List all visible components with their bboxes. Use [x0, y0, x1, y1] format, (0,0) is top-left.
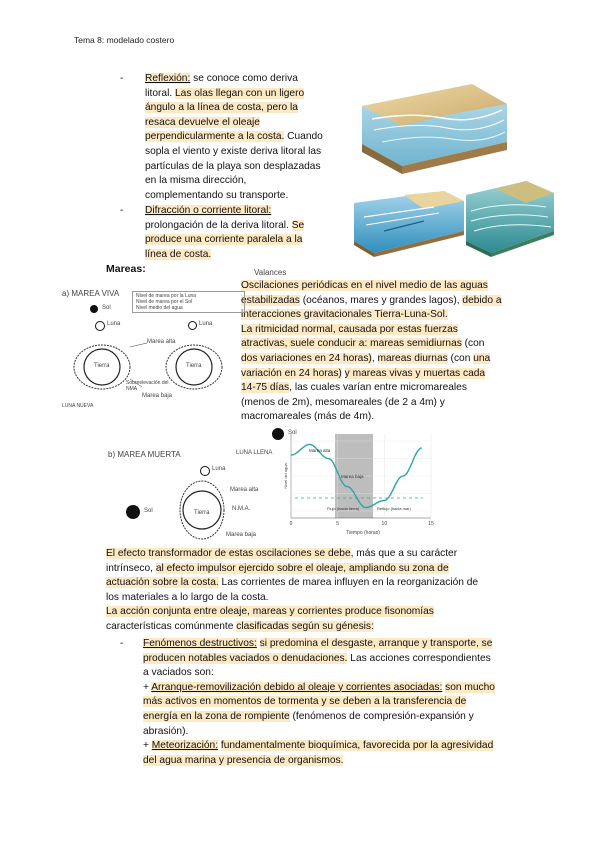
sun-icon [126, 505, 140, 519]
text-run: abrasión). [143, 725, 189, 737]
fig-b-marea-baja: Marea baja [226, 532, 257, 538]
text-line [106, 547, 576, 562]
text-run: La acción conjunta entre oleaje, mareas y corrientes produce fisonomías [106, 606, 434, 618]
text-line [241, 410, 571, 425]
fig-b-nma: N.M.A. [232, 506, 251, 512]
legend-item: Nivel de marea por la Luna [136, 293, 197, 299]
text-run: una [473, 352, 491, 364]
legend-item: Nivel de marea por el Sol [136, 299, 193, 305]
text-run: son mucho [445, 681, 495, 693]
text-run: fundamentalmente bioquímica, favorecida por la agresividad [220, 740, 494, 752]
figure-marea-muerta [108, 448, 283, 543]
fig-a-sol-label: Sol [102, 305, 111, 311]
text-run: , las cuales varían entre micromareales [289, 382, 467, 394]
text-run: Reflexión: [145, 73, 191, 84]
text-run: Las acciones correspondientes [347, 652, 491, 664]
text-run: Cuando [284, 131, 323, 143]
text-line [143, 754, 583, 769]
text-run: del agua marina y presencia de organismos. [143, 754, 344, 766]
text-line [143, 695, 583, 710]
x-tick-label: 5 [336, 521, 340, 527]
text-run: características comúnmente [106, 620, 237, 632]
list-bullet: - [120, 638, 124, 649]
text-line [143, 637, 583, 652]
text-line [120, 72, 323, 87]
text-run: ángulo a la línea de costa, pero la [145, 102, 298, 114]
text-run: mareas diurnas [377, 352, 448, 364]
text-run: intrínseco, [106, 562, 156, 574]
text-line [241, 323, 571, 338]
text-run: Las olas llegan con un ligero [175, 87, 305, 99]
text-run: complementando su transporte. [145, 189, 289, 201]
text-run: Meteorización: [151, 740, 219, 752]
text-line [106, 562, 576, 577]
y-axis-label: Nivel del agua [283, 463, 288, 489]
text-line [106, 591, 576, 606]
chart-annotation: Flujo (hacia tierra) [327, 506, 360, 511]
mareas-heading: Mareas: [106, 263, 146, 275]
text-run: variación en 24 horas) [241, 367, 342, 379]
text-run: Difracción o corriente litoral: [145, 205, 272, 216]
para-efecto [106, 547, 576, 635]
fig-b-marea-alta: Marea alta [230, 487, 259, 493]
text-line [241, 294, 571, 309]
fig-a-marea-alta: Marea alta [147, 339, 176, 345]
figure-marea-viva [62, 287, 237, 412]
text-run: Arranque-removilización debido al oleaje y corrientes asociadas: [151, 681, 443, 693]
fig-b-tierra-label: Tierra [194, 510, 210, 516]
x-tick-label: 10 [381, 521, 388, 527]
chart-annotation: Marea alta [309, 448, 331, 453]
text-line [145, 174, 323, 189]
text-run: dos variaciones en 24 horas) [241, 352, 372, 364]
text-run: resaca devuelve el oleaje [145, 116, 260, 128]
moon-icon [188, 321, 197, 330]
bullet-difraccion [120, 204, 304, 262]
fig-a-title: a) MAREA VIVA [62, 289, 120, 298]
text-line [143, 666, 583, 681]
text-run: partículas de la playa son desplazadas [145, 160, 321, 172]
text-run: , [371, 352, 378, 364]
text-line [241, 352, 571, 367]
text-run: energía en la zona de rompiente [143, 710, 290, 722]
fig-b-sol2-label: Sol [288, 430, 297, 436]
text-line [241, 337, 571, 352]
bullet-reflexion [120, 72, 323, 203]
text-line [145, 233, 304, 248]
text-run: 14-75 días [241, 382, 290, 394]
fig-a-luna-label: Luna [107, 321, 121, 327]
text-line [241, 308, 571, 323]
text-run: atractivas, suele conducir a: mareas semidiurnas [241, 338, 462, 350]
page-header: Tema 8: modelado costero [74, 35, 175, 45]
text-line [120, 204, 304, 219]
text-line [145, 248, 304, 263]
text-line [145, 87, 323, 102]
text-run: produce una corriente paralela a la [145, 234, 303, 246]
text-run: línea de costa. [145, 248, 212, 260]
fig-b-luna-label: Luna [212, 466, 226, 472]
text-run: si predomina el desgaste, arranque y transporte, se [259, 638, 493, 649]
text-run: debido a [462, 294, 502, 306]
text-line [143, 710, 583, 725]
text-run: más activos en momentos de tormenta y se deben a la transferencia de [143, 696, 467, 708]
bullet-dash: - [120, 205, 124, 216]
text-run: al efecto impulsor ejercido sobre el oleaje, ampliando su zona de [155, 562, 449, 574]
text-line [145, 116, 323, 131]
text-line [143, 681, 583, 696]
wave-refraction-illustration [466, 181, 554, 253]
text-run: (océanos, mares y grandes lagos), [299, 294, 463, 306]
text-run: los materiales a lo largo de la costa. [106, 591, 269, 603]
text-run: a vaciados son: [143, 667, 214, 679]
text-line [241, 396, 571, 411]
text-run: interacciones gravitacionales Tierra-Luna-Sol. [241, 309, 448, 321]
text-run: , más que a su carácter [350, 548, 458, 559]
chart-annotation: Marea baja [341, 474, 364, 479]
valances-label: Valances [254, 268, 287, 277]
bullet-dash: - [120, 73, 124, 84]
text-line [143, 725, 583, 740]
text-line [143, 652, 583, 667]
text-run: (con [461, 338, 485, 350]
text-run: litoral. [145, 87, 176, 99]
text-line [145, 219, 304, 234]
list-destructivos [143, 637, 583, 768]
text-run: clasificadas según su génesis: [236, 620, 374, 632]
text-run: (fenómenos de compresión-expansión y [289, 710, 474, 722]
text-line [106, 620, 576, 635]
text-line [241, 381, 571, 396]
fig-a-luna2-label: Luna [199, 321, 213, 327]
sun-icon [90, 305, 98, 313]
fig-a-tierra-label: Tierra [94, 363, 110, 369]
text-line [241, 279, 571, 294]
text-run: + [143, 681, 152, 693]
text-run: y mareas vivas y muertas cada [344, 367, 486, 379]
text-line [106, 576, 576, 591]
text-run: producen notables vaciados o denudaciones. [143, 652, 348, 664]
fig-a-marea-baja: Marea baja [142, 393, 173, 399]
text-run: El efecto transformador de estas oscilaciones se debe [106, 548, 351, 559]
text-line [145, 160, 323, 175]
text-line [145, 145, 323, 160]
text-run: prolongación de la deriva litoral. [145, 219, 292, 231]
text-run: Fenómenos destructivos: [143, 638, 257, 649]
text-run: (con [447, 352, 474, 364]
text-run: en la misma dirección, [145, 175, 247, 187]
text-run: macromareales (más de 4m). [241, 411, 375, 423]
text-run: La ritmicidad normal, causada por estas fuerzas [241, 323, 458, 335]
x-tick-label: 15 [428, 521, 434, 527]
text-run: sopla el viento y existe deriva litoral las [145, 145, 322, 157]
x-axis-label: Tiempo (horas) [346, 530, 380, 536]
text-line [241, 367, 571, 382]
moon-icon [95, 321, 105, 331]
text-line [145, 130, 323, 145]
text-run: perpendicularmente a la costa. [145, 131, 285, 143]
fig-a-legend [132, 291, 245, 313]
longshore-current-illustration [354, 191, 464, 253]
moon-icon [200, 466, 210, 476]
text-run: estabilizadas [241, 294, 300, 306]
text-run: + [143, 740, 152, 752]
text-line [143, 739, 583, 754]
text-run: Las corrientes de marea influyen en la reorganización de [218, 577, 479, 589]
text-line [145, 101, 323, 116]
chart-annotation: Reflujo (hacia mar) [377, 506, 411, 511]
fig-b-title: b) MAREA MUERTA [108, 450, 181, 459]
fig-a-tierra2-label: Tierra [186, 363, 202, 369]
text-run: actuación sobre la costa. [106, 577, 219, 589]
text-line [145, 189, 323, 204]
fig-a-luna-llena: LUNA LLENA [236, 450, 273, 456]
text-run: Se [291, 219, 305, 231]
text-line [106, 605, 576, 620]
fig-a-luna-nueva: LUNA NUEVA [62, 403, 94, 409]
wave-reflection-illustration [362, 84, 507, 166]
mareas-definition [241, 279, 571, 425]
fig-a-sobreelevacion: Sobreelevación del NMA [126, 380, 169, 392]
text-run: (menos de 2m), mesomareales (de 2 a 4m) y [241, 396, 445, 408]
fig-b-sol-label: Sol [144, 508, 153, 514]
legend-item: Nivel medio del agua [136, 305, 183, 311]
text-run: se conoce como deriva [190, 73, 298, 84]
text-run: Oscilaciones periódicas en el nivel medio de las aguas [241, 280, 488, 291]
tide-chart [283, 428, 433, 538]
x-tick-label: 0 [289, 521, 293, 527]
